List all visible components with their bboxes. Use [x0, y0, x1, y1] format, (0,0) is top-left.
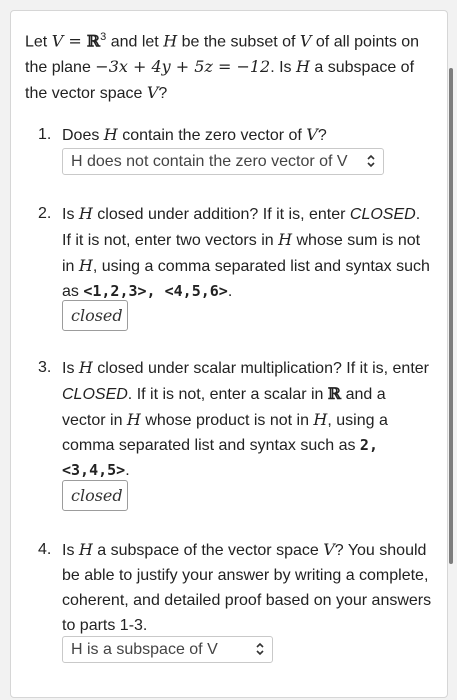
text: . If it is not, enter two vectors in: [62, 206, 421, 249]
text: , using a comma separated list and syntax such as: [62, 412, 388, 454]
chevron-up-down-icon: [255, 642, 265, 656]
question-text: [62, 537, 433, 638]
text: .: [227, 283, 233, 300]
text: , using a comma separated list and syntax such as: [62, 258, 430, 300]
math-var: H: [78, 204, 93, 223]
math-var: H: [126, 410, 141, 429]
text: Is: [62, 542, 79, 559]
text: contain the zero vector of: [117, 127, 307, 144]
math-var: H: [78, 256, 93, 275]
math-reals: ℝ: [327, 384, 342, 403]
text: ?: [317, 127, 327, 144]
question-4: [38, 537, 433, 638]
math-var: H: [78, 540, 93, 559]
question-number: 4.: [38, 541, 52, 558]
chevron-up-down-icon: [366, 154, 376, 168]
text: closed under scalar multiplication? If it is, enter: [92, 360, 429, 377]
intro-text: a subspace of the vector space: [25, 59, 415, 103]
problem-statement: [25, 25, 435, 106]
text: and a vector in: [62, 386, 386, 429]
math-var: V: [306, 125, 318, 144]
q1-answer-select[interactable]: [62, 148, 384, 175]
question-text: [62, 122, 433, 148]
math-var: V: [323, 540, 335, 559]
math-var: H: [313, 410, 328, 429]
question-text: [62, 355, 433, 483]
text: Is: [62, 206, 79, 223]
math-var: V: [146, 83, 159, 103]
q4-answer-select[interactable]: [62, 636, 273, 663]
intro-text: ?: [158, 85, 168, 103]
select-value: H is a subspace of V: [71, 641, 218, 658]
math-var: H: [296, 57, 310, 77]
intro-text: Let: [25, 33, 52, 51]
math-exponent: 3: [100, 31, 107, 43]
q2-answer-input[interactable]: [62, 300, 128, 331]
math-var: V: [51, 31, 64, 51]
answer-value: closed: [71, 486, 123, 505]
math-var: H: [78, 358, 93, 377]
intro-text: . Is: [270, 59, 296, 77]
question-3: [38, 355, 433, 483]
text: .: [125, 462, 130, 479]
scrollbar[interactable]: [449, 68, 453, 564]
q3-answer-input[interactable]: [62, 480, 128, 511]
text: whose sum is not in: [62, 232, 421, 275]
syntax-example: <1,2,3>, <4,5,6>: [83, 282, 228, 300]
text: Is: [62, 360, 79, 377]
intro-text: be the subset of: [177, 33, 300, 51]
emphasis: CLOSED: [62, 386, 128, 403]
text: whose product is not in: [140, 412, 314, 429]
text: a subspace of the vector space: [92, 542, 324, 559]
text: Does: [62, 127, 104, 144]
text: ? You should be able to justify your answer by writing a complete, coherent, and detailed proof based on your answers to parts 1-3.: [62, 542, 432, 634]
math-op: =: [63, 31, 87, 51]
text: . If it is not, enter a scalar in: [127, 386, 328, 403]
math-var: V: [299, 31, 312, 51]
question-number: 3.: [38, 359, 52, 376]
syntax-example: 2, <3,4,5>: [62, 436, 378, 479]
question-1: [38, 122, 433, 148]
question-number: 1.: [38, 126, 52, 143]
select-value: H does not contain the zero vector of V: [71, 153, 348, 170]
math-var: H: [278, 230, 293, 249]
math-var: H: [163, 31, 178, 51]
plane-equation: −3x + 4y + 5z = −12: [95, 57, 271, 77]
intro-text: and let: [106, 33, 164, 51]
emphasis: CLOSED: [349, 206, 416, 223]
math-var: H: [103, 125, 118, 144]
math-reals: ℝ: [86, 31, 101, 51]
question-2: [38, 201, 433, 304]
intro-text: of all points on the plane: [25, 33, 420, 77]
question-number: 2.: [38, 205, 52, 222]
answer-value: closed: [71, 306, 123, 325]
text: closed under addition? If it is, enter: [92, 206, 350, 223]
question-text: [62, 201, 433, 304]
